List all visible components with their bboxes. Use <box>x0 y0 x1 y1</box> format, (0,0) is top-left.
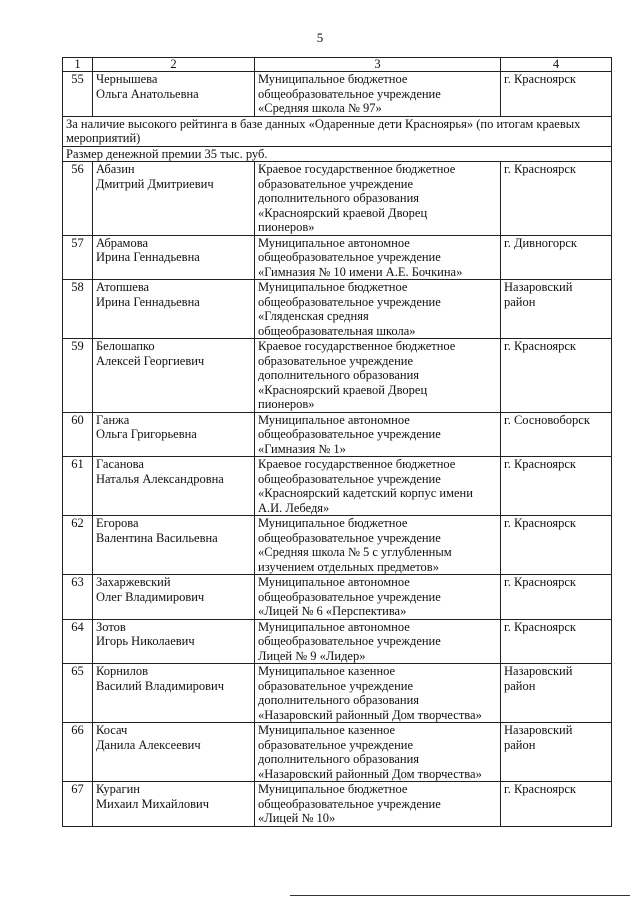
organization-line: А.И. Лебедя» <box>258 500 330 515</box>
organization-line: Муниципальное автономное <box>258 235 410 250</box>
person-name-line: Абрамова <box>96 235 148 250</box>
organization <box>255 782 501 827</box>
organization-line: Краевое государственное бюджетное <box>258 339 456 353</box>
person-name-line: Курагин <box>96 782 140 796</box>
person-name <box>93 664 255 723</box>
organization <box>255 280 501 339</box>
organization-line: общеобразовательное учреждение <box>258 634 441 648</box>
organization-line: Муниципальное автономное <box>258 619 410 634</box>
organization-line: «Лицей № 10» <box>258 811 336 825</box>
organization-line: «Средняя школа № 5 с углубленным <box>258 545 452 559</box>
organization-line: образовательное учреждение <box>258 176 414 191</box>
organization-line: «Лицей № 6 «Перспектива» <box>258 604 407 618</box>
page-number: 5 <box>316 30 324 45</box>
table-row <box>63 516 612 575</box>
place <box>501 457 612 516</box>
organization-line: «Гимназия № 1» <box>258 441 346 456</box>
place-line: Назаровский <box>504 723 573 737</box>
organization-line: общеобразовательное учреждение <box>258 86 441 101</box>
place-line: г. Сосновоборск <box>504 412 590 427</box>
organization-line: образовательное учреждение <box>258 737 414 752</box>
place-line: Назаровский <box>504 280 573 294</box>
organization-line: Муниципальное бюджетное <box>258 72 408 86</box>
place-line: г. Красноярск <box>504 72 576 86</box>
organization-line: Краевое государственное бюджетное <box>258 457 456 471</box>
organization-line: общеобразовательное учреждение <box>258 427 441 441</box>
organization <box>255 235 501 280</box>
organization-line: образовательное учреждение <box>258 353 414 368</box>
table-header-row <box>63 58 612 72</box>
organization <box>255 723 501 782</box>
organization-line: «Гляденская средняя <box>258 309 369 323</box>
person-name-line: Корнилов <box>96 664 148 678</box>
organization <box>255 412 501 457</box>
row-number: 57 <box>63 235 93 280</box>
organization-line: общеобразовательное учреждение <box>258 589 441 604</box>
row-number: 60 <box>63 412 93 457</box>
person-name <box>93 162 255 236</box>
organization-line: образовательное учреждение <box>258 678 414 693</box>
organization-line: дополнительного образования <box>258 752 420 766</box>
table-row <box>63 664 612 723</box>
table-row <box>63 235 612 280</box>
person-name-line: Наталья Александровна <box>96 471 224 486</box>
bottom-divider <box>290 895 630 896</box>
place-line: г. Красноярск <box>504 457 576 471</box>
organization-line: Лицей № 9 «Лидер» <box>258 648 366 663</box>
organization-line: «Гимназия № 10 имени А.Е. Бочкина» <box>258 264 463 279</box>
place <box>501 575 612 620</box>
organization <box>255 162 501 236</box>
row-number: 58 <box>63 280 93 339</box>
row-number: 63 <box>63 575 93 620</box>
header-col-place: 4 <box>501 58 612 72</box>
organization-line: «Красноярский краевой Дворец <box>258 382 428 397</box>
header-col-organization: 3 <box>255 58 501 72</box>
organization-line: Муниципальное казенное <box>258 723 396 737</box>
person-name-line: Дмитрий Дмитриевич <box>96 176 214 191</box>
organization-line: дополнительного образования <box>258 368 420 382</box>
person-name-line: Василий Владимирович <box>96 678 225 693</box>
organization-line: общеобразовательная школа» <box>258 323 416 338</box>
person-name-line: Егорова <box>96 516 139 530</box>
organization-line: «Назаровский районный Дом творчества» <box>258 707 482 722</box>
organization <box>255 619 501 664</box>
organization-line: Краевое государственное бюджетное <box>258 162 456 176</box>
organization-line: «Красноярский кадетский корпус имени <box>258 486 473 500</box>
person-name-line: Михаил Михайлович <box>96 796 209 811</box>
organization <box>255 72 501 117</box>
row-number: 61 <box>63 457 93 516</box>
place <box>501 339 612 413</box>
row-number: 64 <box>63 619 93 664</box>
organization <box>255 457 501 516</box>
person-name-line: Валентина Васильевна <box>96 530 218 545</box>
organization-line: общеобразовательное учреждение <box>258 294 441 309</box>
organization-line: «Средняя школа № 97» <box>258 101 382 115</box>
person-name-line: Зотов <box>96 619 126 634</box>
place-line: г. Красноярск <box>504 339 576 353</box>
person-name <box>93 72 255 117</box>
table-row <box>63 575 612 620</box>
place <box>501 664 612 723</box>
person-name-line: Данила Алексеевич <box>96 737 201 752</box>
place-line: район <box>504 678 536 693</box>
organization-line: пионеров» <box>258 397 315 411</box>
person-name-line: Атопшева <box>96 280 150 294</box>
organization-line: Муниципальное бюджетное <box>258 280 408 294</box>
organization-line: «Красноярский краевой Дворец <box>258 205 428 220</box>
place-line: г. Красноярск <box>504 782 576 796</box>
organization-line: общеобразовательное учреждение <box>258 530 441 545</box>
place <box>501 235 612 280</box>
section-prize-row <box>63 146 612 162</box>
organization-line: Муниципальное казенное <box>258 664 396 678</box>
person-name <box>93 575 255 620</box>
person-name <box>93 280 255 339</box>
place <box>501 72 612 117</box>
person-name-line: Абазин <box>96 162 135 176</box>
person-name-line: Ганжа <box>96 412 130 427</box>
row-number: 62 <box>63 516 93 575</box>
person-name-line: Ирина Геннадьевна <box>96 294 200 309</box>
organization-line: дополнительного образования <box>258 191 420 205</box>
table-row <box>63 782 612 827</box>
place-line: г. Красноярск <box>504 516 576 530</box>
person-name-line: Игорь Николаевич <box>96 634 195 648</box>
person-name <box>93 782 255 827</box>
person-name <box>93 412 255 457</box>
person-name-line: Чернышева <box>96 72 158 86</box>
section-prize: Размер денежной премии 35 тыс. руб. <box>63 146 612 162</box>
place-line: Назаровский <box>504 664 573 678</box>
person-name-line: Косач <box>96 723 128 737</box>
place <box>501 723 612 782</box>
place-line: г. Красноярск <box>504 575 576 589</box>
table-row <box>63 72 612 117</box>
row-number: 59 <box>63 339 93 413</box>
person-name-line: Белошапко <box>96 339 155 353</box>
person-name-line: Ирина Геннадьевна <box>96 250 200 264</box>
person-name <box>93 723 255 782</box>
place-line: г. Красноярск <box>504 619 576 634</box>
table-row <box>63 339 612 413</box>
row-number: 66 <box>63 723 93 782</box>
place-line: район <box>504 294 536 309</box>
table-row <box>63 412 612 457</box>
header-col-number: 1 <box>63 58 93 72</box>
organization-line: общеобразовательное учреждение <box>258 250 441 264</box>
person-name-line: Ольга Григорьевна <box>96 427 197 441</box>
organization-line: «Назаровский районный Дом творчества» <box>258 766 482 781</box>
organization-line: пионеров» <box>258 220 315 234</box>
table-row <box>63 619 612 664</box>
person-name-line: Олег Владимирович <box>96 589 205 604</box>
person-name-line: Алексей Георгиевич <box>96 353 205 368</box>
person-name <box>93 516 255 575</box>
person-name <box>93 235 255 280</box>
place-line: район <box>504 737 536 752</box>
person-name-line: Гасанова <box>96 457 144 471</box>
table-row <box>63 457 612 516</box>
place <box>501 162 612 236</box>
organization <box>255 575 501 620</box>
organization-line: дополнительного образования <box>258 693 420 707</box>
table-row <box>63 723 612 782</box>
person-name-line: Захаржевский <box>96 575 171 589</box>
person-name <box>93 339 255 413</box>
person-name <box>93 457 255 516</box>
place <box>501 516 612 575</box>
place-line: г. Дивногорск <box>504 235 577 250</box>
section-title: За наличие высокого рейтинга в базе данных «Одаренные дети Красноярья» (по итогам краевых мероприятий) <box>63 116 612 146</box>
organization <box>255 339 501 413</box>
organization-line: Муниципальное бюджетное <box>258 782 408 796</box>
row-number: 55 <box>63 72 93 117</box>
row-number: 65 <box>63 664 93 723</box>
row-number: 56 <box>63 162 93 236</box>
header-col-name: 2 <box>93 58 255 72</box>
place <box>501 619 612 664</box>
organization-line: изучением отдельных предметов» <box>258 559 439 574</box>
section-title-row <box>63 116 612 146</box>
organization-line: общеобразовательное учреждение <box>258 471 441 486</box>
organization-line: Муниципальное бюджетное <box>258 516 408 530</box>
place-line: г. Красноярск <box>504 162 576 176</box>
person-name-line: Ольга Анатольевна <box>96 86 199 101</box>
organization-line: Муниципальное автономное <box>258 575 410 589</box>
table-row <box>63 280 612 339</box>
organization-line: Муниципальное автономное <box>258 412 410 427</box>
organization <box>255 516 501 575</box>
place <box>501 280 612 339</box>
row-number: 67 <box>63 782 93 827</box>
person-name <box>93 619 255 664</box>
table-row <box>63 162 612 236</box>
organization-line: общеобразовательное учреждение <box>258 796 441 811</box>
place <box>501 782 612 827</box>
awards-table <box>62 57 612 827</box>
organization <box>255 664 501 723</box>
place <box>501 412 612 457</box>
